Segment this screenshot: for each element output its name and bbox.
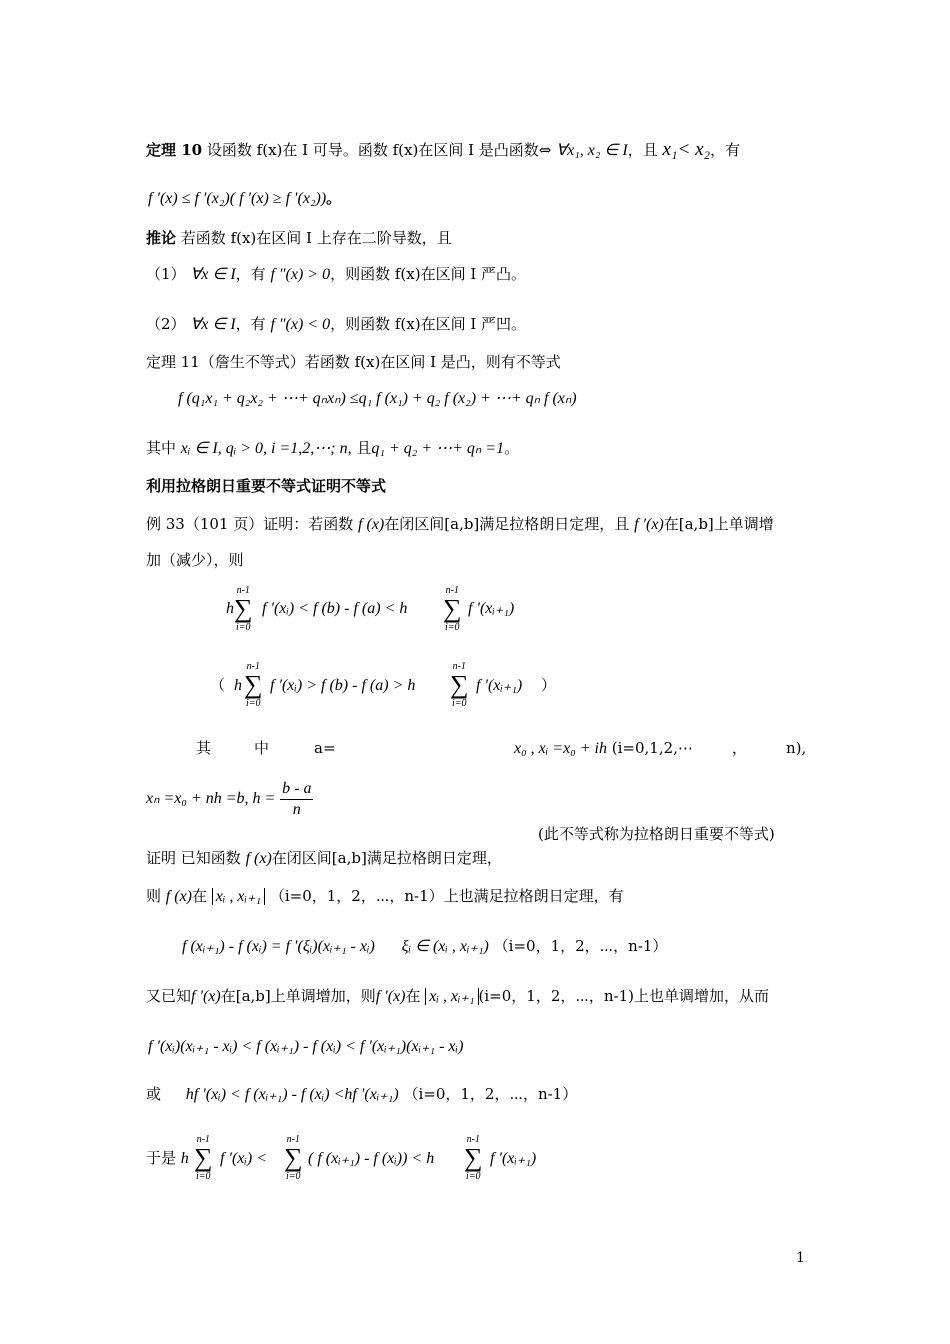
item-1-formula: f ″(x) > 0 — [270, 266, 331, 283]
final-s1: f ′(xᵢ) < — [220, 1150, 268, 1167]
sum-symbol — [464, 1134, 483, 1182]
sum-lower: i=0 — [445, 622, 460, 633]
xi-membership: ξᵢ ∈ (xᵢ , xᵢ₊₁) — [401, 938, 489, 955]
sum-upper: n-1 — [466, 1134, 480, 1145]
theorem-10-cond: ∀x₁, x₂ ∈ I — [556, 142, 628, 159]
example-text-3: 在[a,b]上单调增 — [663, 515, 774, 533]
final-s2: ( f (xᵢ₊₁) - f (xᵢ)) < h — [308, 1150, 435, 1167]
page-number: 1 — [796, 1250, 805, 1266]
item-2-tail: ，则函数 f(x)在区间 I 严凹。 — [330, 315, 527, 333]
where-word-2: 中 — [254, 739, 270, 757]
proof-f2: f (x) — [165, 888, 192, 905]
sigma-icon: ∑ — [443, 594, 462, 623]
ineq-4-line — [146, 1084, 577, 1105]
sum-lower: i=0 — [452, 698, 467, 709]
proof-line-1 — [146, 848, 502, 869]
ineq-3-line — [148, 1036, 463, 1057]
inequality-2-h — [234, 675, 242, 696]
final-part-3 — [490, 1148, 536, 1169]
ineq2-end: f ′(xᵢ₊₁) — [476, 677, 523, 694]
fraction-numerator: b - a — [280, 779, 313, 800]
theorem-11-conditions — [146, 438, 519, 459]
inequality-2-body — [270, 675, 415, 696]
sum-symbol — [234, 585, 253, 633]
jensen-end: 。 — [504, 439, 520, 457]
sigma-icon: ∑ — [284, 1143, 303, 1172]
lagrange-note: (此不等式称为拉格朗日重要不等式) — [538, 825, 775, 843]
example-fprime: f ′(x) — [634, 516, 664, 533]
where-word-1: 其 — [196, 739, 212, 757]
proof-interval-2: xᵢ , xᵢ₊₁ — [425, 988, 478, 1005]
ineq2-h: h — [234, 677, 242, 694]
inequality-1 — [226, 598, 234, 619]
proof-f4: f ′(x) — [375, 988, 406, 1005]
corollary-item-1 — [146, 264, 526, 285]
theorem-10-formula-line — [148, 188, 341, 209]
final-h: h — [180, 1150, 189, 1167]
theorem-10-and: ，且 — [627, 141, 658, 159]
where-a: a= — [314, 739, 336, 757]
example-text-2: 在闭区间[a,b]满足拉格朗日定理，且 — [384, 515, 630, 533]
ineq1-h: h — [226, 600, 234, 617]
theorem-10-label: 定理 10 — [146, 141, 203, 159]
theorem-11-line: 定理 11（詹生不等式）若函数 f(x)在区间 I 是凸，则有不等式 — [146, 353, 561, 371]
jensen-inequality: f (q₁x₁ + q₂x₂ + ⋯+ qₙxₙ) ≤q₁ f (x₁) + q₂ f (x₂) + ⋯+ qₙ f (xₙ) — [178, 390, 577, 407]
example-33-line-2: 加（减少），则 — [146, 551, 244, 569]
sum-lower: i=0 — [286, 1171, 301, 1182]
ineq-4-range: （i=0，1，2，⋯，n-1） — [403, 1085, 578, 1103]
sum-lower: i=0 — [196, 1171, 211, 1182]
proof-line-2 — [146, 886, 624, 907]
jensen-and: 且 — [356, 439, 372, 457]
proof-f3: f ′(x) — [191, 988, 221, 1005]
corollary-line — [146, 228, 452, 248]
sum-upper: n-1 — [286, 1134, 300, 1145]
ineq-3: f ′(xᵢ)(xᵢ₊₁ - xᵢ) < f (xᵢ₊₁) - f (xᵢ) < f ′(xᵢ₊₁)(xᵢ₊₁ - xᵢ) — [148, 1038, 464, 1055]
jensen-cond: xᵢ ∈ I, qᵢ > 0, i =1,2,⋯; n, — [180, 440, 352, 457]
sum-upper: n-1 — [246, 661, 260, 672]
sum-symbol — [244, 661, 263, 709]
sigma-icon: ∑ — [464, 1143, 483, 1172]
theorem-10-tail: ，有 — [710, 141, 741, 159]
sum-symbol — [450, 661, 469, 709]
proof-line-3 — [146, 986, 769, 1007]
proof-t2: 在闭区间[a,b]满足拉格朗日定理， — [271, 849, 502, 867]
sum-upper: n-1 — [236, 585, 250, 596]
item-2-formula: f ″(x) < 0 — [270, 316, 331, 333]
proof-t8: 在 — [405, 987, 421, 1005]
example-text-1: 例 33（101 页）证明：若函数 — [146, 515, 354, 533]
inequality-2 — [210, 675, 225, 695]
sigma-icon: ∑ — [450, 670, 469, 699]
mvt-line — [182, 936, 667, 957]
proof-t1: 已知函数 — [180, 849, 241, 867]
ineq-4: hf ′(xᵢ) < f (xᵢ₊₁) - f (xᵢ) <hf ′(xᵢ₊₁) — [185, 1086, 399, 1103]
jensen-formula — [178, 388, 577, 409]
final-part-2 — [308, 1148, 434, 1169]
xn-formula: xₙ =x₀ + nh =b, h = — [146, 790, 276, 807]
theorem-10-formula: f ′(x) ≤ f ′(x₂)( f ′(x) ≥ f ′(x₂)) — [148, 190, 327, 207]
inequality-1-end — [468, 598, 514, 619]
sigma-icon: ∑ — [234, 594, 253, 623]
item-1-number: （1） — [146, 265, 186, 283]
ineq2-body: f ′(xᵢ) > f (b) - f (a) > h — [270, 677, 416, 694]
corollary-text: 若函数 f(x)在区间 I 上存在二阶导数，且 — [180, 229, 452, 247]
where-n: n), — [786, 739, 807, 757]
jensen-sum: q₁ + q₂ + ⋯+ qₙ =1 — [371, 440, 505, 457]
where-range: (i=0,1,2,⋯ — [611, 739, 693, 757]
item-1-mid: ，有 — [235, 265, 266, 283]
fraction — [280, 779, 313, 820]
inequality-1-body — [262, 598, 407, 619]
sum-lower: i=0 — [246, 698, 261, 709]
proof-t7: 在[a,b]上单调增加，则 — [220, 987, 376, 1005]
proof-t5: （i=0，1，2，⋯，n-1）上也满足拉格朗日定理，有 — [269, 887, 624, 905]
proof-label: 证明 — [146, 849, 177, 867]
sum-lower: i=0 — [236, 622, 251, 633]
example-f: f (x) — [358, 516, 385, 533]
example-33-line-1 — [146, 514, 774, 535]
ineq1-body: f ′(xᵢ) < f (b) - f (a) < h — [262, 600, 408, 617]
ineq2-close: ） — [541, 676, 557, 694]
sigma-icon: ∑ — [244, 670, 263, 699]
or-word: 或 — [146, 1085, 162, 1103]
corollary-item-2 — [146, 314, 526, 335]
ineq1-end: f ′(xᵢ₊₁) — [468, 600, 515, 617]
mvt-formula: f (xᵢ₊₁) - f (xᵢ) = f ′(ξᵢ)(xᵢ₊₁ - xᵢ) — [182, 938, 375, 955]
theorem-10-text: 设函数 f(x)在 I 可导。函数 f(x)在区间 I 是凸函数⇔ — [206, 141, 552, 159]
sum-upper: n-1 — [452, 661, 466, 672]
item-2-mid: ，有 — [235, 315, 266, 333]
proof-t4: 在 — [192, 887, 208, 905]
item-2-number: （2） — [146, 315, 186, 333]
sum-symbol — [443, 585, 462, 633]
final-part-1 — [220, 1148, 267, 1169]
item-2-cond: ∀x ∈ I — [190, 316, 236, 333]
sum-symbol — [284, 1134, 303, 1182]
fraction-denominator: n — [292, 800, 301, 818]
sigma-icon: ∑ — [194, 1143, 213, 1172]
thus-line — [146, 1148, 189, 1169]
sum-upper: n-1 — [196, 1134, 210, 1145]
final-s3: f ′(xᵢ₊₁) — [490, 1150, 537, 1167]
theorem-10-line — [146, 140, 740, 161]
theorem-10-end: 。 — [326, 189, 342, 207]
sum-upper: n-1 — [445, 585, 459, 596]
item-1-tail: ，则函数 f(x)在区间 I 严凸。 — [330, 265, 527, 283]
ineq2-open: （ — [210, 676, 226, 694]
mvt-range: （i=0，1，2，⋯，n-1） — [493, 937, 668, 955]
corollary-label: 推论 — [146, 229, 177, 247]
where-formula-line — [514, 738, 693, 759]
proof-t3: 则 — [146, 887, 162, 905]
proof-f1: f (x) — [245, 850, 272, 867]
where-label: 其中 — [146, 439, 177, 457]
sum-lower: i=0 — [466, 1171, 481, 1182]
section-title: 利用拉格朗日重要不等式证明不等式 — [146, 477, 387, 495]
item-1-cond: ∀x ∈ I — [190, 266, 236, 283]
inequality-2-end — [476, 675, 556, 696]
where-formula: x₀ , xᵢ =x₀ + ih — [514, 740, 607, 757]
xn-line — [146, 776, 313, 821]
theorem-10-order: x₁< x₂ — [662, 139, 711, 160]
sum-symbol — [194, 1134, 213, 1182]
proof-t6: 又已知 — [146, 987, 192, 1005]
proof-interval: xᵢ , xᵢ₊₁ — [212, 888, 265, 905]
proof-t9: (i=0，1，2，⋯，n-1)上也单调增加，从而 — [478, 987, 770, 1005]
where-comma: ， — [732, 739, 748, 757]
thus-word: 于是 — [146, 1149, 177, 1167]
